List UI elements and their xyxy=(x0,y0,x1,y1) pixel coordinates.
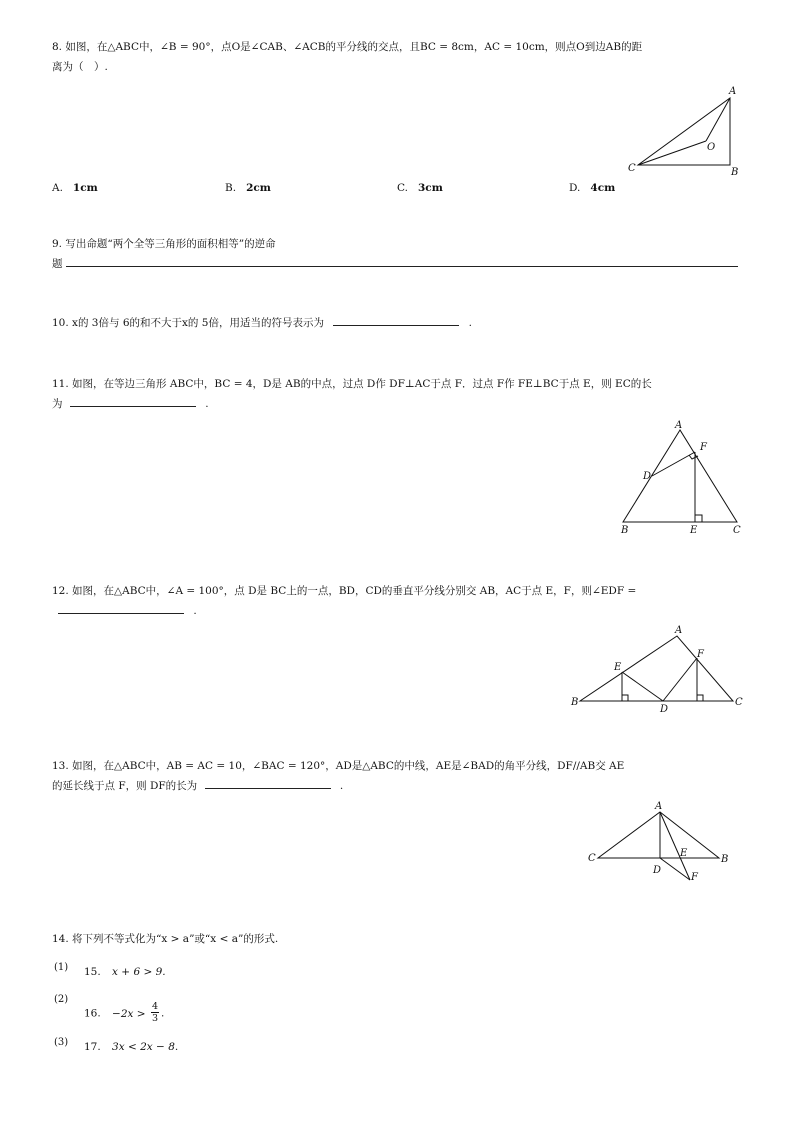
question-end: . xyxy=(468,317,472,329)
question-10 xyxy=(52,313,742,333)
q11-right-angle-f xyxy=(689,455,698,459)
q11-label-F: F xyxy=(700,442,707,453)
question-end: . xyxy=(193,605,197,617)
q12-label-C: C xyxy=(735,697,743,708)
q13-label-C: C xyxy=(588,853,596,864)
q11-df xyxy=(652,452,695,476)
q12-label-E: E xyxy=(614,662,622,673)
question-text-line2: 的延长线于点 F，则 DF的长为 xyxy=(52,780,198,792)
q12-triangle xyxy=(580,636,733,701)
option-a[interactable] xyxy=(52,182,98,194)
q13-label-E: E xyxy=(680,848,688,859)
q11-right-angle-e xyxy=(695,515,702,522)
question-number: 9. xyxy=(52,238,63,250)
question-number: 11. xyxy=(52,378,69,390)
question-number: 8. xyxy=(52,41,63,53)
option-letter: B. xyxy=(225,182,237,194)
question-number: 13. xyxy=(52,760,69,772)
question-13-line2 xyxy=(52,776,742,796)
question-end: . xyxy=(339,780,344,792)
question-number: 14. xyxy=(52,933,69,945)
q12-label-A: A xyxy=(675,625,683,636)
q13-triangle xyxy=(598,812,719,858)
sub-number: 16. xyxy=(84,1007,101,1020)
sub-tag-1: (1) xyxy=(54,962,69,973)
question-number: 10. xyxy=(52,317,69,329)
q13-label-D: D xyxy=(653,865,662,876)
sub-expression: −2x > xyxy=(112,1007,146,1020)
sub-expression: x + 6 > 9. xyxy=(112,966,166,978)
fraction xyxy=(151,1001,159,1024)
option-b[interactable] xyxy=(225,182,271,194)
question-13 xyxy=(52,756,742,776)
answer-blank[interactable] xyxy=(58,601,184,614)
q13-label-F: F xyxy=(691,872,698,883)
sub-question-16 xyxy=(84,1002,164,1025)
q12-label-F: F xyxy=(697,649,704,660)
question-text-line1: 写出命题“两个全等三角形的面积相等”的逆命 xyxy=(65,238,276,250)
option-value: 3cm xyxy=(418,182,443,194)
q8-label-O: O xyxy=(707,142,716,153)
q8-label-A: A xyxy=(729,86,737,97)
option-value: 2cm xyxy=(246,182,271,194)
fraction-numerator: 4 xyxy=(151,1001,158,1012)
q8-label-C: C xyxy=(628,163,636,174)
q8-bisector-co xyxy=(638,141,706,165)
q12-ed xyxy=(622,672,663,701)
question-text-line1: 如图，在△ABC中，∠A = 100°，点 D是 BC上的一点，BD，CD的垂直平分线分别交 AB，AC于点 E，F，则∠EDF = xyxy=(72,585,637,597)
sub-number: 15. xyxy=(84,966,101,978)
question-11 xyxy=(52,374,742,394)
q13-df xyxy=(660,858,690,880)
sub-expression: 3x < 2x − 8. xyxy=(112,1041,179,1053)
question-text-line2: 离为（ ）. xyxy=(52,61,108,73)
q12-df xyxy=(663,658,697,701)
question-text-line1: 如图，在△ABC中，∠B = 90°，点O是∠CAB、∠ACB的平分线的交点，且BC = 8cm，AC = 10cm，则点O到边AB的距 xyxy=(65,41,643,53)
question-11-line2 xyxy=(52,394,742,414)
question-text: 将下列不等式化为“x > a”或“x < a”的形式. xyxy=(72,933,279,945)
sub-tag-2: (2) xyxy=(54,994,69,1005)
sub-expression-end: . xyxy=(160,1007,165,1020)
question-12 xyxy=(52,581,742,601)
question-8 xyxy=(52,37,742,57)
q12-label-D: D xyxy=(660,704,669,715)
question-text-line1: 如图，在等边三角形 ABC中，BC = 4，D是 AB的中点，过点 D作 DF⊥AC于点 F．过点 F作 FE⊥BC于点 E，则 EC的长 xyxy=(72,378,652,390)
option-value: 4cm xyxy=(590,182,616,194)
option-d[interactable] xyxy=(569,182,615,194)
sub-tag-3: (3) xyxy=(54,1037,69,1048)
fraction-denominator: 3 xyxy=(151,1013,158,1024)
option-letter: A. xyxy=(52,182,63,194)
q11-label-A: A xyxy=(675,420,683,431)
sub-number: 17. xyxy=(84,1041,101,1053)
question-text: x的 3倍与 6的和不大于x的 5倍，用适当的符号表示为 xyxy=(72,317,324,329)
answer-blank[interactable] xyxy=(333,313,459,326)
q13-label-B: B xyxy=(721,854,729,865)
question-text-line1: 如图，在△ABC中，AB = AC = 10，∠BAC = 120°，AD是△ABC的中线，AE是∠BAD的角平分线，DF//AB交 AE xyxy=(72,760,625,772)
q12-right-angle-1 xyxy=(622,695,628,701)
question-text-line2: 为 xyxy=(52,398,63,410)
question-12-line2 xyxy=(52,601,742,621)
option-c[interactable] xyxy=(397,182,443,194)
option-letter: D. xyxy=(569,182,581,194)
q11-label-C: C xyxy=(733,525,741,536)
q11-triangle xyxy=(623,430,737,522)
q12-label-B: B xyxy=(571,697,579,708)
q12-right-angle-2 xyxy=(697,695,703,701)
answer-blank[interactable] xyxy=(205,776,331,789)
answer-blank[interactable] xyxy=(66,254,738,267)
option-letter: C. xyxy=(397,182,408,194)
q8-triangle xyxy=(638,98,730,165)
q8-bisector-ao xyxy=(706,98,730,141)
option-value: 1cm xyxy=(72,182,98,194)
question-9 xyxy=(52,234,742,254)
question-9-line2 xyxy=(52,254,742,274)
answer-blank[interactable] xyxy=(70,394,196,407)
q13-af xyxy=(660,812,690,880)
q11-label-E: E xyxy=(690,525,698,536)
question-text-line2: 题 xyxy=(52,258,63,270)
q8-label-B: B xyxy=(731,167,739,178)
q13-label-A: A xyxy=(655,801,663,812)
sub-question-15 xyxy=(84,966,166,978)
question-8-line2 xyxy=(52,57,742,77)
question-14 xyxy=(52,929,742,949)
q11-label-B: B xyxy=(621,525,629,536)
question-number: 12. xyxy=(52,585,69,597)
question-end: . xyxy=(205,398,209,410)
q11-label-D: D xyxy=(643,471,652,482)
sub-question-17 xyxy=(84,1041,178,1053)
